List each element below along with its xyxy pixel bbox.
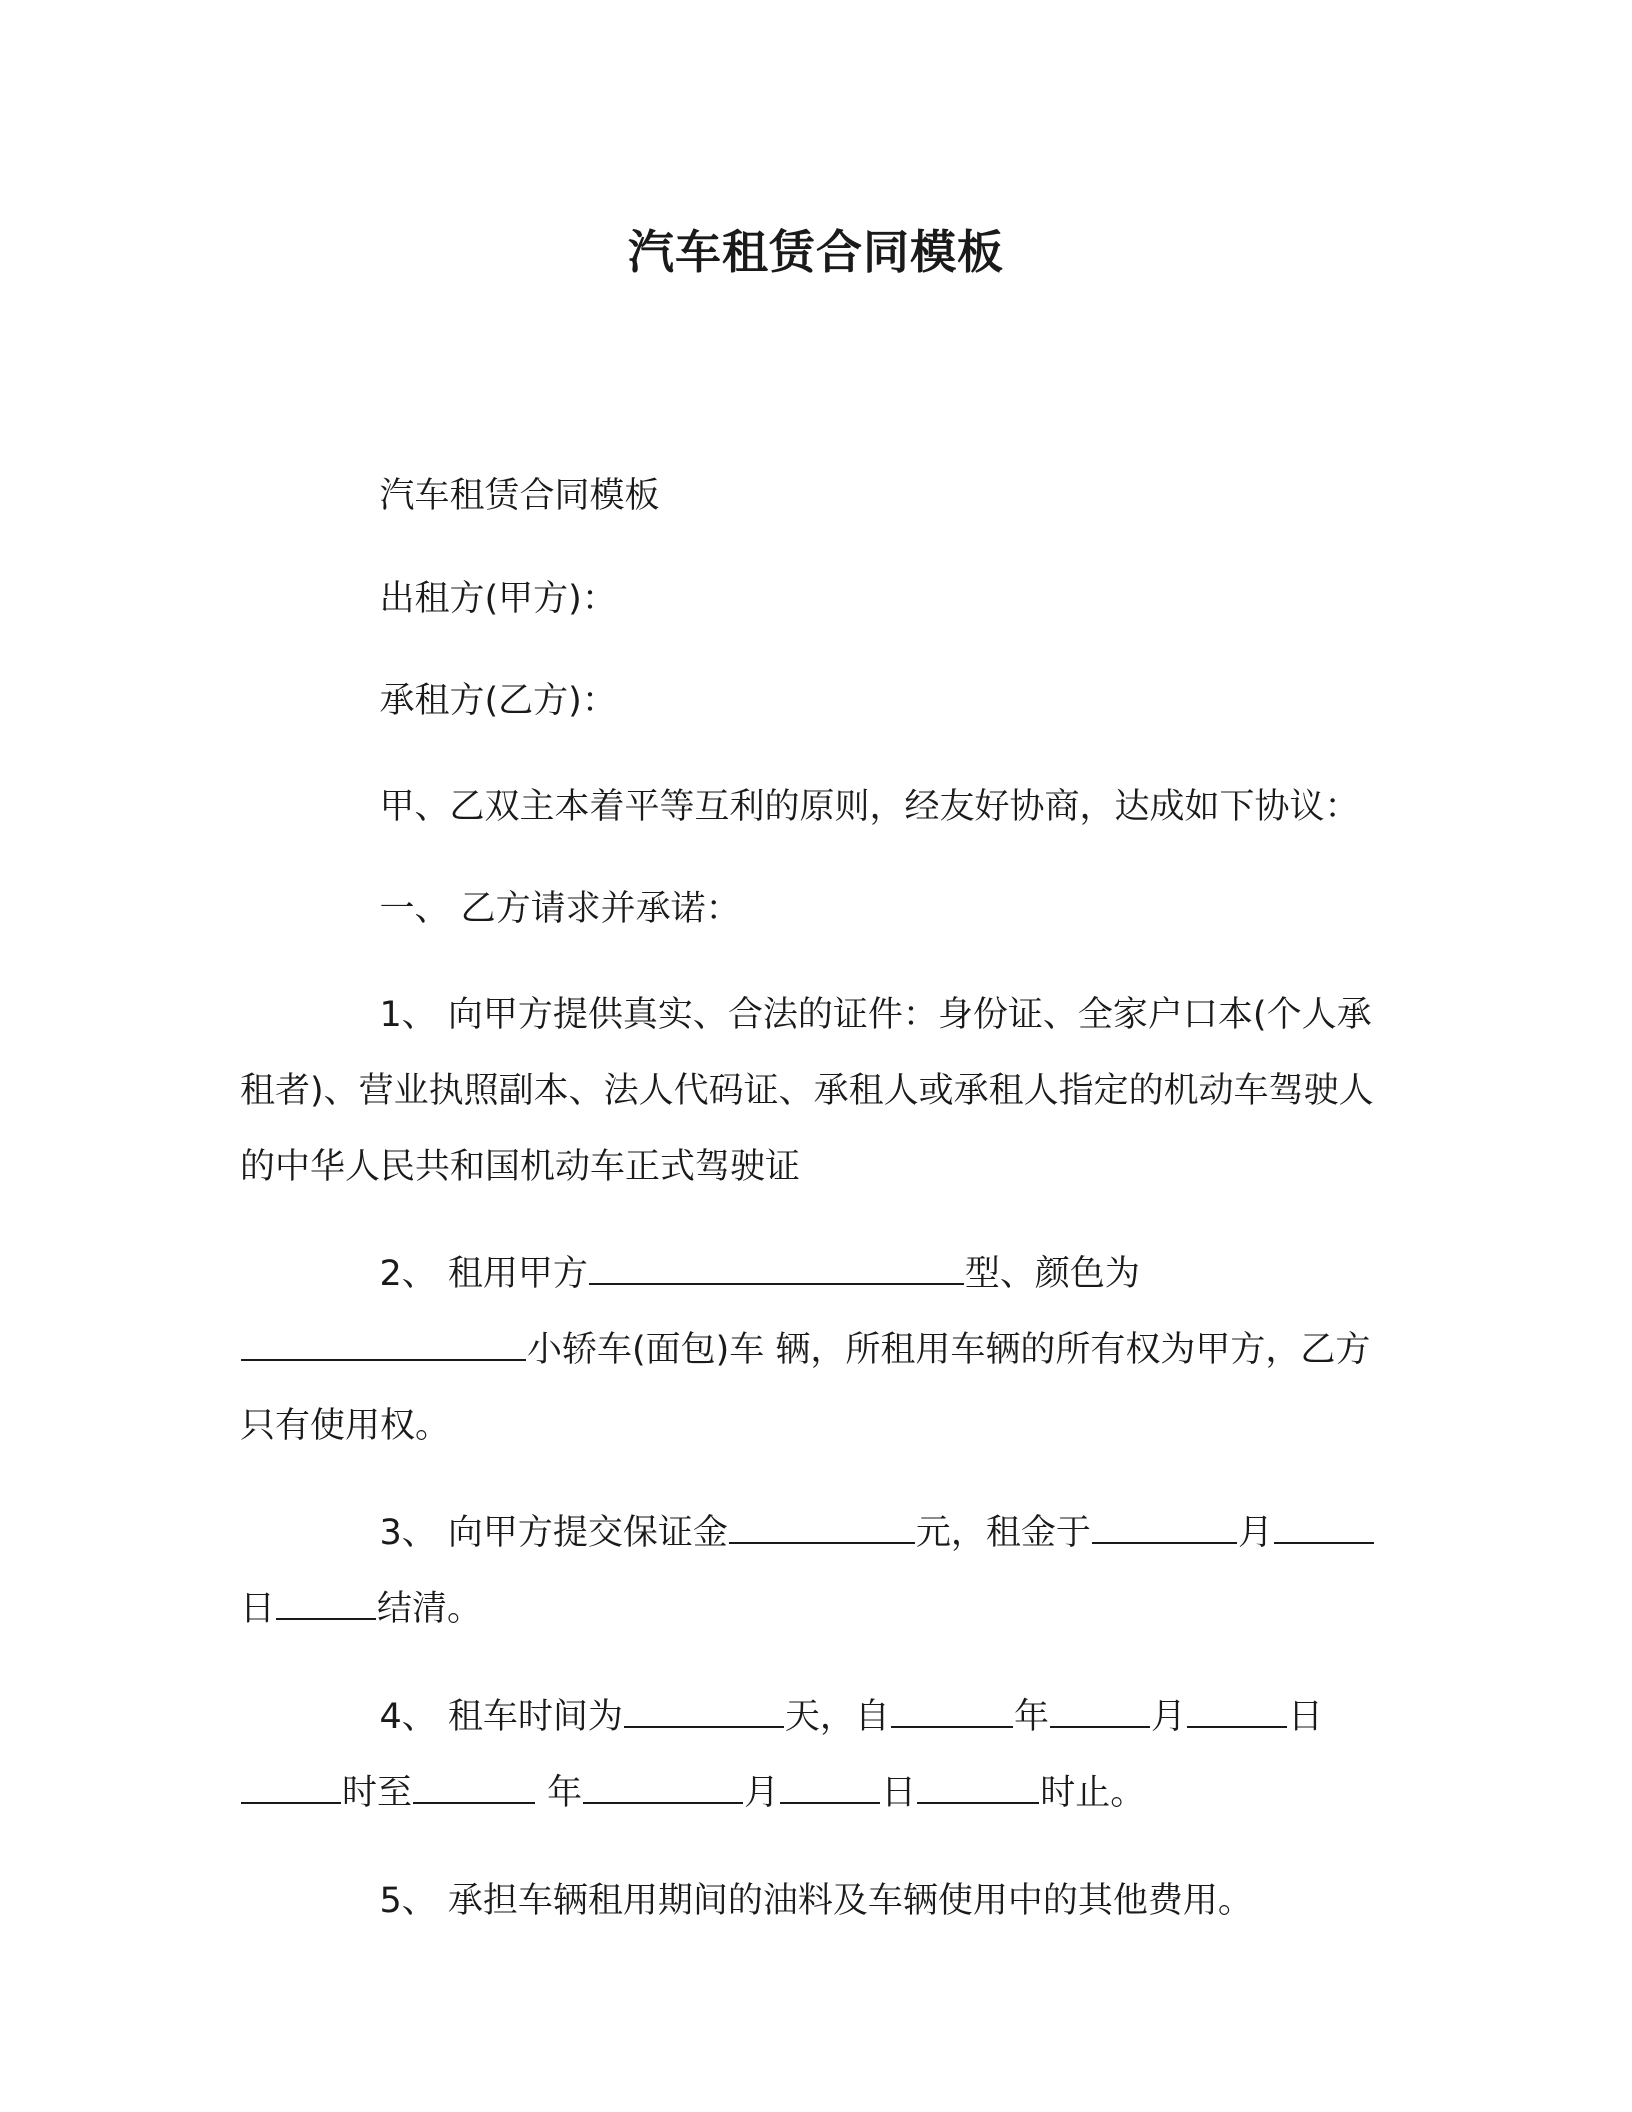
item4-part2: 天，自: [784, 1697, 890, 1737]
item1-text: 1、 向甲方提供真实、合法的证件：身份证、全家户口本(个人承租者)、营业执照副本、法人代码证、承租人或承租人指定的机动车驾驶人的中华人民共和国机动车正式驾驶证: [240, 995, 1374, 1187]
item3-part1: 3、 向甲方提交保证金: [379, 1513, 728, 1553]
document-title: 汽车租赁合同模板: [628, 225, 1004, 279]
preamble-text: 甲、乙双主本着平等互利的原则，经友好协商，达成如下协议：: [379, 787, 1360, 827]
lessor-label: 出租方(甲方)：: [379, 579, 617, 619]
item4-part3: 年: [1013, 1697, 1049, 1737]
item4-part6: 时至: [342, 1773, 413, 1813]
rent-day-blank: [1274, 1512, 1374, 1544]
item3-part3: 月: [1237, 1513, 1273, 1553]
start-year-blank: [891, 1696, 1013, 1728]
item4-part4: 月: [1150, 1697, 1186, 1737]
lessee-label: 承租方(乙方)：: [379, 681, 617, 721]
item4-part10: 时止。: [1040, 1773, 1146, 1813]
section1-heading-text: 一、 乙方请求并承诺：: [379, 889, 741, 929]
rental-days-blank: [624, 1696, 784, 1728]
item2-part2: 型、颜色为: [964, 1254, 1140, 1294]
item4-part9: 日: [881, 1773, 917, 1813]
start-day-blank: [1187, 1696, 1287, 1728]
vehicle-color-blank: [241, 1329, 526, 1361]
vehicle-model-blank: [589, 1253, 964, 1285]
item5-paragraph: [240, 1787, 1382, 2015]
item4-part8: 月: [744, 1773, 780, 1813]
item4-part1: 4、 租车时间为: [379, 1697, 623, 1737]
item5-text: 5、 承担车辆租用期间的油料及车辆使用中的其他费用。: [379, 1881, 1253, 1921]
item2-part3: 小轿车(面包)车 辆，所租用车辆的所有权为甲方，乙方只有使用权。: [240, 1330, 1371, 1446]
item2-part1: 2、 租用甲方: [379, 1254, 588, 1294]
rent-month-blank: [1092, 1512, 1237, 1544]
deposit-amount-blank: [729, 1512, 915, 1544]
item4-part7: 年: [536, 1773, 583, 1813]
item3-part5: 结清。: [377, 1589, 483, 1629]
start-month-blank: [1050, 1696, 1150, 1728]
subtitle-text: 汽车租赁合同模板: [379, 476, 660, 516]
item3-part2: 元，租金于: [915, 1513, 1091, 1553]
item4-part5: 日: [1287, 1697, 1323, 1737]
item3-part4: 日: [240, 1589, 276, 1629]
